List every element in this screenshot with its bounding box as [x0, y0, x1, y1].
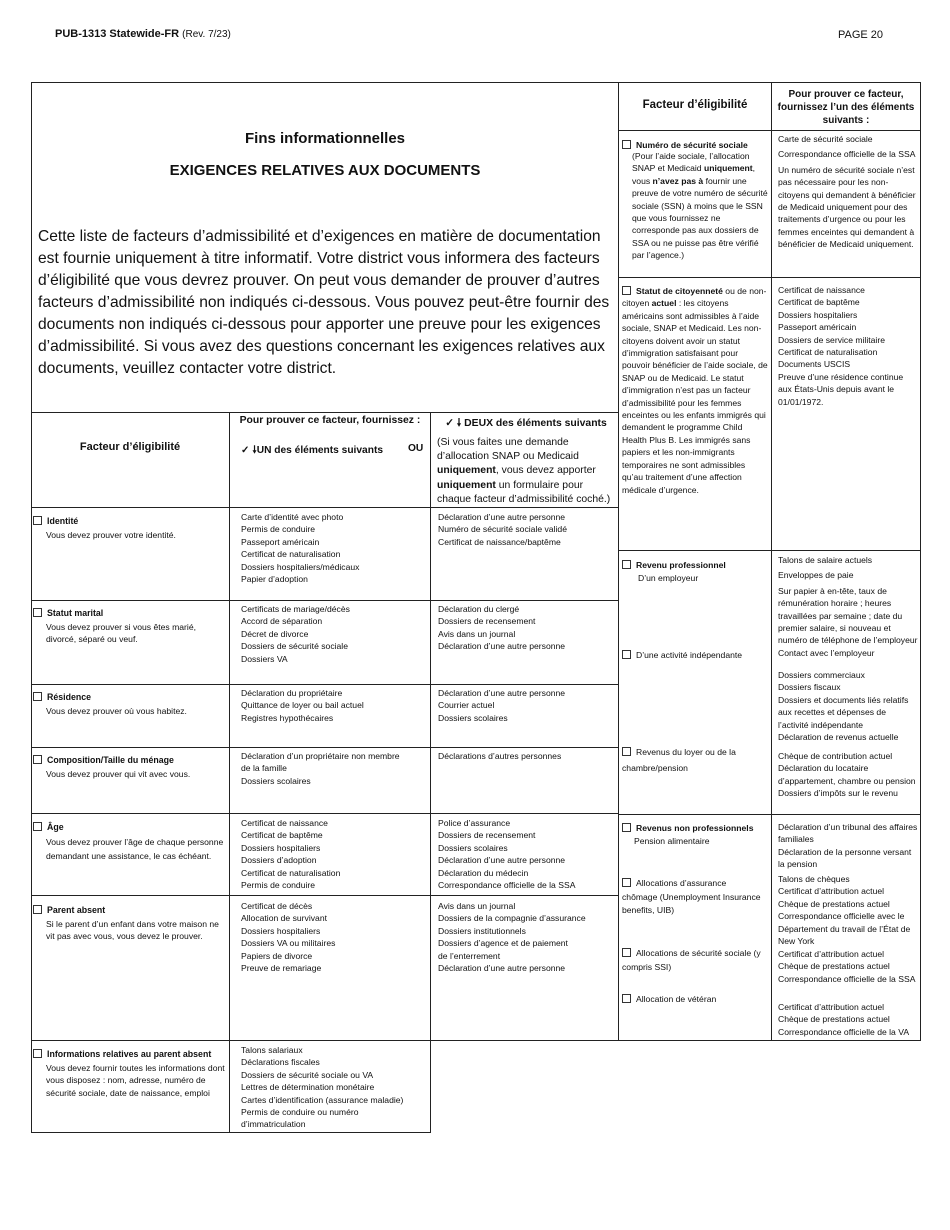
- proof-item: Dossiers de recensement: [438, 830, 536, 841]
- factor-description: Vous devez prouver où vous habitez.: [46, 706, 187, 716]
- proof-item: Déclarations fiscales: [241, 1057, 320, 1068]
- one-of-proofs: [241, 511, 431, 585]
- proof-item: Dossiers commerciaux: [778, 670, 865, 680]
- proof-item: Dossiers hospitaliers: [241, 925, 321, 936]
- citizenship-proofs: [778, 284, 918, 408]
- proof-item: Preuve de remariage: [241, 963, 322, 974]
- proof-item: Avis dans un journal: [438, 901, 516, 911]
- proof-item: Dossiers institutionnels: [438, 925, 526, 936]
- ssn-title: Numéro de sécurité sociale: [636, 140, 748, 150]
- ssn-desc: (Pour l’aide sociale, l’allocation SNAP et Medicaid uniquement, vous n’avez pas à fournir une preuve de votre numéro de sécurité sociale (SSN) à moins que le SSN que vous fournissez ne corresponde pas aux dossiers de SSA ou ne puisse pas être vérifié par l’agence.): [632, 151, 768, 261]
- proof-item: Papier d’adoption: [241, 574, 308, 585]
- proof-item: Un numéro de sécurité sociale n’est pas nécessaire pour les non-citoyens qui demandent à bénéficier de Medicaid uniquement pour des traitements d’urgence ou pour les femmes enceintes qui demandent à bénéficier de Medicaid uniquement.: [778, 164, 916, 250]
- rent-income-item: [622, 744, 752, 776]
- doc-revision: (Rev. 7/23): [182, 29, 231, 40]
- proof-item: Dossiers de sécurité sociale ou VA: [241, 1069, 374, 1080]
- proof-item: Passeport américain: [241, 536, 320, 547]
- proof-item: Dossiers VA ou militaires: [241, 938, 336, 949]
- eligibility-factor: [33, 692, 225, 717]
- proof-item: Dossiers hospitaliers/médicaux: [241, 561, 360, 572]
- one-of-proofs: [241, 817, 431, 891]
- proof-item: Certificat de baptême: [241, 830, 323, 841]
- one-of-label: ✓ 🠗UN des éléments suivants: [241, 445, 383, 456]
- factor-checkbox[interactable]: [33, 822, 42, 831]
- earned-income-factor: [622, 560, 768, 584]
- unearned-income-title: Revenus non professionnels: [636, 823, 754, 833]
- proof-item: Certificat de naissance: [778, 285, 865, 295]
- proof-item: Permis de conduire ou numéro: [241, 1107, 359, 1118]
- proof-item: Papiers de divorce: [241, 950, 313, 961]
- proof-item: Cartes d’identification (assurance maladie): [241, 1094, 404, 1105]
- ssi-checkbox[interactable]: [622, 948, 631, 957]
- factor-title: Résidence: [33, 692, 225, 702]
- proof-item: Certificat d’attribution actuel: [778, 949, 885, 959]
- proof-item: Dossiers de service militaire: [778, 334, 885, 345]
- proof-item: Déclaration d’une autre personne: [438, 855, 566, 866]
- proof-item: Dossiers de sécurité sociale: [241, 641, 348, 652]
- two-of-proofs: [438, 687, 628, 724]
- page-subtitle: EXIGENCES RELATIVES AUX DOCUMENTS: [169, 162, 481, 179]
- proof-item: Dossiers d’adoption: [241, 855, 317, 866]
- earned-income-title: Revenu professionnel: [636, 560, 726, 570]
- factor-title: Identité: [33, 516, 225, 526]
- factor-title: Âge: [33, 822, 225, 832]
- eligibility-factor: [33, 905, 225, 943]
- earned-income-checkbox[interactable]: [622, 560, 631, 569]
- proof-item: Dossiers hospitaliers: [778, 309, 858, 320]
- proof-item: Déclaration d’une autre personne: [438, 641, 566, 652]
- ssi-label: Allocations de sécurité sociale (y compris SSI): [622, 948, 761, 972]
- two-of-proofs: [438, 750, 628, 762]
- factor-description: Vous devez prouver l’âge de chaque personne demandant une assistance, le cas échéant.: [46, 837, 224, 861]
- proof-item: Enveloppes de paie: [778, 570, 854, 581]
- factor-checkbox[interactable]: [33, 516, 42, 525]
- proof-item: Dossiers hospitaliers: [241, 842, 321, 853]
- proof-item: Talons de salaire actuels: [778, 555, 873, 565]
- factor-description: Vous devez prouver votre identité.: [46, 530, 176, 540]
- uib-label: Allocations d’assurance chômage (Unemployment Insurance benefits, UIB): [622, 878, 761, 915]
- proof-item: Registres hypothécaires: [241, 712, 334, 723]
- proof-item: Correspondance officielle de la SSA: [438, 880, 576, 891]
- proof-item: Déclaration de revenus actuelle: [778, 732, 899, 743]
- citizenship-factor: Statut de citoyenneté ou de non-citoyen actuel : les citoyens américains sont admissibles à l’aide sociale, SNAP et Medicaid. Les non-citoyens doivent avoir un statut d’immigration satisfaisant pour pouvoir bénéficier de l’aide sociale, de SNAP ou de Medicaid. Le statut d’immigration n’est pas un facteur d’admissibilité pour les femmes enceintes ou les enfants immigrés qui demandent le programme Child Health Plus B. Les immigrés sans papiers et les non-immigrants temporaires ne sont admissibles qu’au traitement d’une affection médicale d’urgence.: [622, 286, 768, 495]
- self-employment-proofs: [778, 669, 918, 743]
- two-of-proofs: [438, 817, 628, 891]
- proof-item: Carte d’identité avec photo: [241, 512, 344, 522]
- proof-item: Certificat de baptême: [778, 297, 860, 308]
- proof-item: Permis de conduire: [241, 524, 316, 535]
- veteran-item: [622, 993, 762, 1005]
- left-col1-header: Facteur d’éligibilité: [79, 441, 181, 453]
- proof-item: d’immatriculation: [241, 1119, 306, 1130]
- doc-code-text: PUB-1313 Statewide-FR: [55, 28, 180, 40]
- proof-item: Numéro de sécurité sociale validé: [438, 524, 567, 535]
- proof-item: Quittance de loyer ou bail actuel: [241, 700, 364, 711]
- ssn-factor: [622, 140, 768, 262]
- factor-checkbox[interactable]: [33, 692, 42, 701]
- citizenship-checkbox[interactable]: [622, 286, 631, 295]
- two-of-label: ✓ 🠗 DEUX des éléments suivants: [445, 418, 607, 429]
- proof-item: Certificat de décès: [241, 901, 313, 911]
- proof-item: Chèque de contribution actuel: [778, 751, 893, 761]
- factor-title: Statut marital: [33, 608, 225, 618]
- factor-description: Vous devez prouver si vous êtes marié, divorcé, séparé ou veuf.: [46, 622, 196, 645]
- veteran-proofs: [778, 1001, 920, 1038]
- proof-item: Talons de chèques: [778, 874, 850, 884]
- self-employment-checkbox[interactable]: [622, 650, 631, 659]
- proof-item: Déclaration d’un propriétaire non membre: [241, 751, 400, 761]
- proof-item: Déclaration de la personne versant la pension: [778, 846, 912, 870]
- proof-item: Certificats de mariage/décès: [241, 604, 350, 614]
- proof-item: Chèque de prestations actuel: [778, 961, 890, 972]
- eligibility-factor: [33, 1049, 225, 1099]
- proof-item: Déclaration du médecin: [438, 867, 529, 878]
- two-of-description: (Si vous faites une demande d’allocation SNAP ou Medicaid uniquement, vous devez apporter uniquement un formulaire pour chaque facteur d’admissibilité coché.): [437, 437, 611, 505]
- one-of-proofs: [241, 603, 431, 665]
- factor-description: Vous devez prouver qui vit avec vous.: [46, 769, 191, 779]
- proof-item: Dossiers d’agence et de paiement: [438, 938, 568, 949]
- document-code: [55, 28, 231, 40]
- proof-item: Permis de conduire: [241, 880, 316, 891]
- rent-proofs: [778, 750, 918, 800]
- proof-item: Avis dans un journal: [438, 628, 516, 639]
- proof-item: Certificat de naturalisation: [241, 549, 341, 560]
- one-of-proofs: [241, 750, 431, 787]
- two-of-proofs: [438, 900, 628, 974]
- ssi-proofs: [778, 948, 918, 985]
- proof-item: Déclaration d’un tribunal des affaires familiales: [778, 822, 918, 845]
- factor-title: Parent absent: [33, 905, 225, 915]
- proof-item: Chèque de prestations actuel: [778, 898, 890, 909]
- proof-item: Dossiers scolaires: [241, 775, 311, 786]
- alimony-proofs: [778, 821, 918, 871]
- uib-item: [622, 877, 762, 918]
- right-col1-header: Facteur d’éligibilité: [642, 99, 748, 111]
- proof-item: Certificat de naissance/baptême: [438, 536, 561, 547]
- proof-item: Dossiers scolaires: [438, 842, 508, 853]
- unearned-income-checkbox[interactable]: [622, 823, 631, 832]
- proof-item: Certificat d’attribution actuel: [778, 886, 885, 897]
- veteran-checkbox[interactable]: [622, 994, 631, 1003]
- proof-item: Correspondance officielle de la SSA: [778, 149, 916, 160]
- factor-title: Composition/Taille du ménage: [33, 755, 225, 765]
- eligibility-factor: [33, 755, 225, 780]
- intro-paragraph: Cette liste de facteurs d’admissibilité et d’exigences en matière de documentation est fournie uniquement à titre informatif. Votre district vous informera des facteurs d’éligibilité que vous devrez prouver. On peut vous demander de prouver d’autres facteurs d’admissibilité non indiqués ci-dessous. Vous pouvez peut-être fournir des documents non indiqués ci-dessous pour apporter une preuve pour les exigences d’admissibilité. Si vous avez des questions concernant les exigences relatives aux documents, veuillez contacter votre district.: [38, 228, 610, 377]
- factor-title: Informations relatives au parent absent: [33, 1049, 225, 1059]
- proof-item: Talons salariaux: [241, 1045, 303, 1055]
- from-employer-label: D’un employeur: [638, 573, 699, 583]
- factor-checkbox[interactable]: [33, 755, 42, 764]
- veteran-label: Allocation de vétéran: [636, 994, 717, 1004]
- proof-item: Lettres de détermination monétaire: [241, 1082, 375, 1093]
- rent-income-checkbox[interactable]: [622, 747, 631, 756]
- proof-item: Déclarations d’autres personnes: [438, 751, 562, 761]
- left-col2-header: [230, 415, 430, 463]
- proof-item: Dossiers de la compagnie d’assurance: [438, 913, 586, 924]
- uib-checkbox[interactable]: [622, 878, 631, 887]
- ssn-proofs: [778, 133, 918, 251]
- proof-item: Chèque de prestations actuel: [778, 1014, 890, 1025]
- one-of-proofs: [241, 1044, 431, 1131]
- proof-item: Dossiers VA: [241, 653, 288, 664]
- factor-checkbox[interactable]: [33, 905, 42, 914]
- eligibility-factor: [33, 608, 225, 646]
- proof-item: Sur papier à en-tête, taux de rémunération horaire ; heures travaillées par semaine ; date du premier salaire, si nouveau et numéro de téléphone de l’employeur Contact avec l’employeur: [778, 585, 918, 658]
- right-col2-header: Pour prouver ce facteur, fournissez l’un des éléments suivants :: [777, 89, 915, 126]
- one-of-proofs: [241, 900, 431, 974]
- self-employment-item: [622, 649, 768, 661]
- proof-item: Déclaration du locataire d’appartement, chambre ou pension: [778, 763, 916, 786]
- page-number: PAGE 20: [838, 29, 884, 41]
- factor-checkbox[interactable]: [33, 608, 42, 617]
- citizenship-title: Statut de citoyenneté: [636, 286, 723, 296]
- proof-item: Déclaration d’une autre personne: [438, 512, 566, 522]
- one-of-proofs: [241, 687, 431, 724]
- unearned-income-factor: [622, 823, 768, 847]
- proof-item: Allocation de survivant: [241, 913, 327, 924]
- proof-item: Dossiers de recensement: [438, 616, 536, 627]
- two-of-proofs: [438, 603, 628, 653]
- proof-item: Dossiers et documents liés relatifs aux recettes et dépenses de l’activité indépendante: [778, 694, 909, 730]
- ssn-checkbox[interactable]: [622, 140, 631, 149]
- proof-item: Certificat de naturalisation: [778, 347, 878, 358]
- proof-item: Déclaration d’une autre personne: [438, 688, 566, 698]
- self-employment-label: D’une activité indépendante: [636, 650, 743, 660]
- proof-item: Preuve d’une résidence continue aux États-Unis depuis avant le 01/01/1972.: [778, 371, 904, 407]
- proof-item: Passeport américain: [778, 322, 857, 333]
- factor-description: Vous devez fournir toutes les informations dont vous disposez : nom, adresse, numéro de sécurité sociale, date de naissance, emploi: [46, 1063, 225, 1098]
- proof-item: Certificat d’attribution actuel: [778, 1002, 885, 1012]
- alimony-label: Pension alimentaire: [634, 836, 710, 846]
- proof-item: de la famille: [241, 763, 287, 774]
- proof-item: Dossiers scolaires: [438, 712, 508, 723]
- proof-item: Correspondance officielle avec le Département du travail de l’État de New York: [778, 911, 911, 947]
- proof-item: Police d’assurance: [438, 818, 511, 828]
- eligibility-factor: [33, 822, 225, 863]
- proof-item: Décret de divorce: [241, 628, 309, 639]
- eligibility-factor: [33, 516, 225, 541]
- proof-item: Dossiers fiscaux: [778, 682, 841, 693]
- proof-item: Déclaration d’une autre personne: [438, 963, 566, 974]
- proof-item: Déclaration du clergé: [438, 604, 520, 614]
- proof-item: Courrier actuel: [438, 700, 495, 711]
- page-title: Fins informationnelles: [244, 130, 406, 147]
- factor-description: Si le parent d’un enfant dans votre maison ne vit pas avec vous, vous devez le prouver.: [46, 919, 219, 942]
- proof-item: de l’enterrement: [438, 950, 501, 961]
- uib-proofs: [778, 873, 918, 947]
- employer-proofs: [778, 554, 918, 659]
- proof-item: Correspondance officielle de la VA: [778, 1026, 910, 1037]
- two-of-proofs: [438, 511, 628, 548]
- proof-item: Accord de séparation: [241, 616, 323, 627]
- rent-income-label: Revenus du loyer ou de la chambre/pension: [622, 747, 736, 773]
- or-label: OU: [408, 443, 424, 454]
- proof-item: Carte de sécurité sociale: [778, 134, 873, 144]
- ssi-item: [622, 947, 762, 974]
- proof-item: Correspondance officielle de la SSA: [778, 973, 916, 984]
- factor-checkbox[interactable]: [33, 1049, 42, 1058]
- proof-item: Documents USCIS: [778, 359, 851, 370]
- proof-item: Certificat de naturalisation: [241, 867, 341, 878]
- proof-item: Certificat de naissance: [241, 818, 328, 828]
- col2-header-text: Pour prouver ce facteur, fournissez :: [239, 415, 421, 426]
- proof-item: Déclaration du propriétaire: [241, 688, 343, 698]
- proof-item: Dossiers d’impôts sur le revenu: [778, 788, 898, 799]
- left-col3-header: [437, 415, 615, 507]
